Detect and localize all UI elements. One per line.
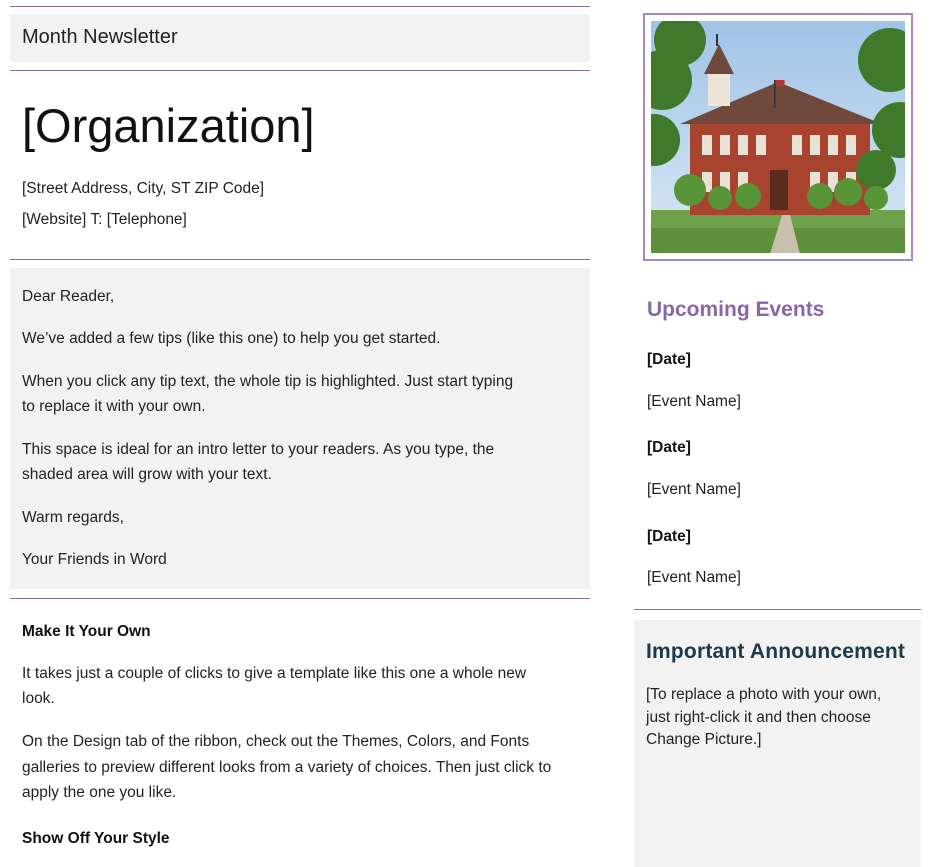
- announcement-line: [To replace a photo with your own,: [646, 686, 882, 703]
- intro-paragraph-3-line-2[interactable]: shaded area will grow with your text.: [22, 466, 272, 483]
- intro-letter-box[interactable]: [10, 268, 590, 589]
- event-name[interactable]: [Event Name]: [647, 481, 741, 498]
- heading-show-off-your-style[interactable]: Show Off Your Style: [22, 830, 170, 847]
- heading-make-it-your-own[interactable]: Make It Your Own: [22, 623, 151, 640]
- intro-paragraph-1[interactable]: We’ve added a few tips (like this one) to help you get started.: [22, 330, 441, 347]
- signature-text[interactable]: Your Friends in Word: [22, 551, 167, 568]
- upcoming-events-title[interactable]: Upcoming Events: [647, 298, 825, 321]
- announcement-title[interactable]: Important Announcement: [646, 640, 906, 663]
- closing-text[interactable]: Warm regards,: [22, 509, 124, 526]
- body-paragraph-2-line-2[interactable]: galleries to preview different looks from a variety of choices. Then just click to: [22, 759, 552, 776]
- body-paragraph-2-line-1[interactable]: On the Design tab of the ribbon, check out the Themes, Colors, and Fonts: [22, 733, 530, 750]
- event-date[interactable]: [Date]: [647, 439, 691, 456]
- top-rule: [10, 6, 590, 7]
- street-address[interactable]: [Street Address, City, ST ZIP Code]: [22, 180, 265, 197]
- organization-name[interactable]: [Organization]: [22, 99, 315, 152]
- intro-bottom-rule: [10, 598, 590, 599]
- header-rule: [10, 70, 590, 71]
- intro-paragraph-2-line-1[interactable]: When you click any tip text, the whole tip is highlighted. Just start typing: [22, 373, 514, 390]
- event-date[interactable]: [Date]: [647, 351, 691, 368]
- newsletter-label[interactable]: Month Newsletter: [22, 26, 178, 48]
- website-telephone[interactable]: [Website] T: [Telephone]: [22, 211, 187, 228]
- event-date[interactable]: [Date]: [647, 528, 691, 545]
- schoolhouse-photo[interactable]: [643, 13, 913, 261]
- announcement-line: Change Picture.]: [646, 731, 762, 748]
- body-paragraph-2-line-3[interactable]: apply the one you like.: [22, 784, 177, 801]
- announcement-box[interactable]: [634, 620, 921, 867]
- announcement-line: just right-click it and then choose: [646, 708, 871, 726]
- event-name[interactable]: [Event Name]: [647, 393, 741, 410]
- intro-top-rule: [10, 259, 590, 260]
- intro-paragraph-2-line-2[interactable]: to replace it with your own.: [22, 398, 206, 415]
- newsletter-header-band: [10, 14, 590, 62]
- events-bottom-rule: [634, 609, 921, 610]
- intro-paragraph-3-line-1[interactable]: This space is ideal for an intro letter to your readers. As you type, the: [22, 441, 495, 458]
- body-paragraph-1-line-1[interactable]: It takes just a couple of clicks to give a template like this one a whole new: [22, 665, 527, 682]
- schoolhouse-image: [650, 20, 906, 254]
- greeting-text[interactable]: Dear Reader,: [22, 288, 115, 305]
- event-name[interactable]: [Event Name]: [647, 569, 741, 586]
- body-paragraph-1-line-2[interactable]: look.: [22, 690, 55, 707]
- announcement-text[interactable]: [646, 684, 914, 752]
